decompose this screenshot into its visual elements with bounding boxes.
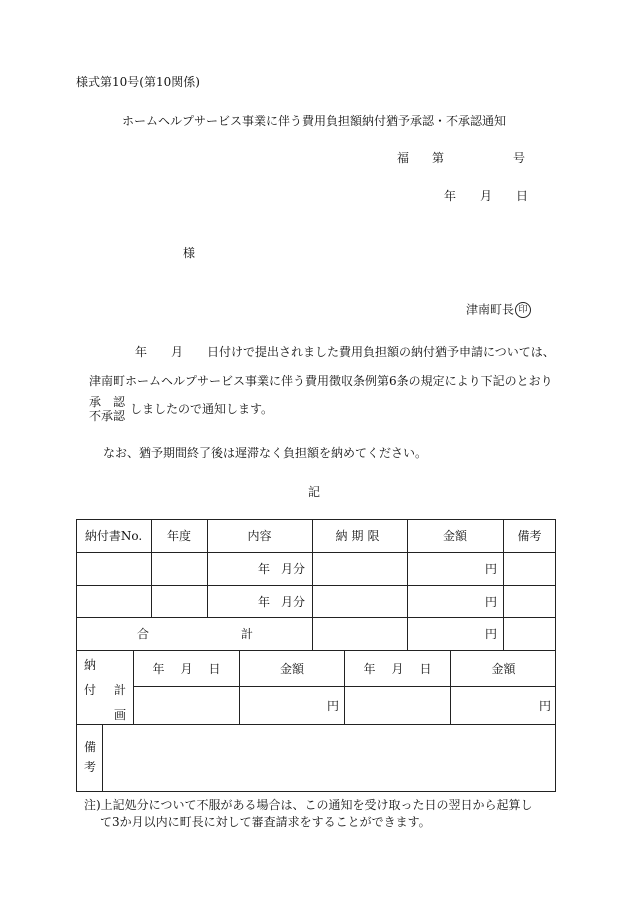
header-invoice-no: 納付書No. [84,528,143,543]
doc-number-suffix: 号 [513,151,526,165]
header-content: 内 容 [247,528,272,543]
row-yen-label: 円 [485,595,498,609]
footnote-line2: て3か月以内に町長に対して審査請求をすることができます。 [100,815,431,829]
plan-label-3: 計 [114,683,127,697]
sender [466,302,531,318]
disapprove-option: 不承認 [89,409,126,423]
plan-label-2: 付 [84,683,97,697]
plan-yen-label: 円 [539,699,552,713]
body-line2: 津南町ホームヘルプサービス事業に伴う費用徴収条例第6条の規定により下記のとおり [89,374,553,388]
row-month-label: 月分 [281,595,306,609]
footnote-line1: 注)上記処分について不服がある場合は、この通知を受け取った日の翌日から起算し [84,798,533,812]
row-yen-label: 円 [485,562,498,576]
body-line1: 日付けで提出されました費用負担額の納付猶予申請については、 [207,345,555,359]
document-title: ホームヘルプサービス事業に伴う費用負担額納付猶予承認・不承認通知 [122,114,507,128]
body-line3: しましたので通知します。 [130,402,274,416]
addressee-suffix: 様 [183,246,196,260]
plan-label-1: 納 [84,658,97,672]
seal-mark: 印 [515,302,531,318]
approve-option: 承 認 [89,395,126,409]
remarks-label-2: 考 [84,760,97,774]
plan-date-header: 年 月 日 [152,662,221,676]
row-month-label: 月分 [281,562,306,576]
plan-label-4: 画 [114,708,127,722]
body-note: なお、猶予期間終了後は遅滞なく負担額を納めてください。 [103,446,428,460]
header-remarks: 備 考 [517,528,542,543]
issue-date-year: 年 [444,189,457,203]
row-year-label: 年 [258,562,271,576]
sender-name: 津南町長 [466,302,515,317]
body-month: 月 [171,345,184,359]
row-year-label: 年 [258,595,271,609]
total-yen-label: 円 [485,627,498,641]
total-label-right: 計 [241,627,254,641]
plan-amount-header: 金 額 [491,662,516,676]
body-year: 年 [135,345,148,359]
ki-heading: 記 [308,485,321,499]
header-due-date: 納期限 [335,528,384,543]
header-fiscal-year: 年度 [166,528,191,543]
plan-yen-label: 円 [327,699,340,713]
plan-date-header: 年 月 日 [363,662,432,676]
doc-number-mid: 第 [432,151,445,165]
total-label-left: 合 [137,627,150,641]
issue-date-day: 日 [516,189,529,203]
remarks-label-1: 備 [84,740,97,754]
doc-number-prefix: 福 [397,151,410,165]
form-number: 様式第10号(第10関係) [76,75,200,89]
plan-amount-header: 金 額 [279,662,305,676]
issue-date-month: 月 [480,189,493,203]
header-amount: 金 額 [442,528,468,543]
